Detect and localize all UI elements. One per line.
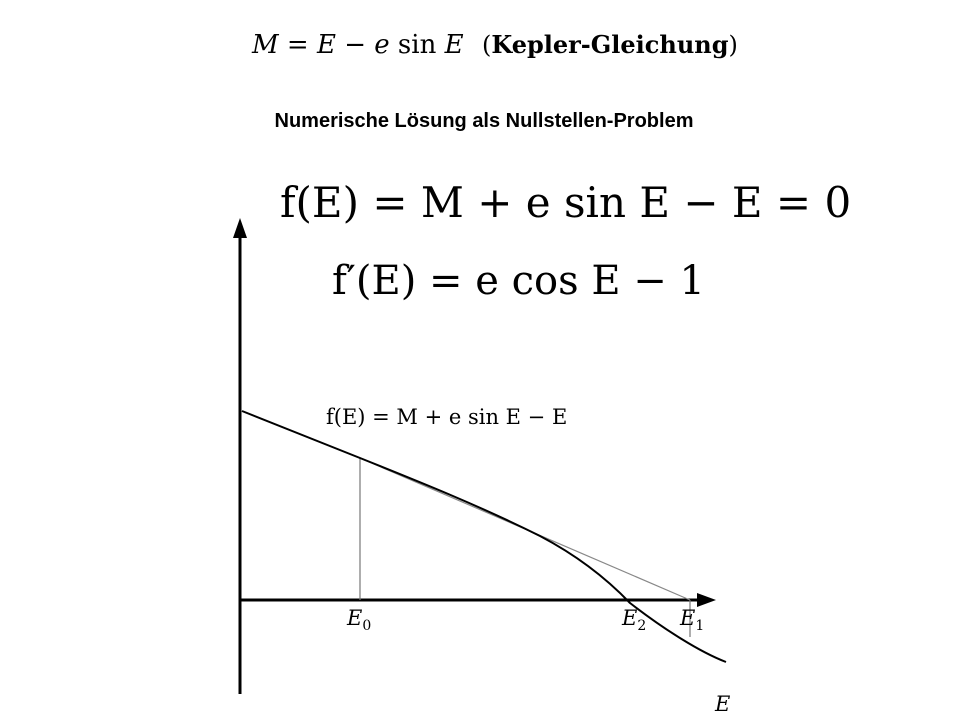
y-axis-arrow <box>233 218 247 238</box>
derivative-equation: f′(E) = e cos E − 1 <box>332 258 705 304</box>
kepler-equation-label: (Kepler-Gleichung) <box>482 30 738 59</box>
tick-label-E0: $E_0$ <box>347 606 372 635</box>
subtitle: Numerische Lösung als Nullstellen-Problem <box>274 110 694 132</box>
curve-label: f(E) = M + e sin E − E <box>326 405 568 429</box>
x-axis-label: E <box>715 692 731 716</box>
tick-label-E2: $E_2$ <box>622 606 647 635</box>
tick-label-E1: $E_1$ <box>680 606 705 635</box>
function-curve <box>242 411 726 662</box>
kepler-equation: M = E − e sin E <box>252 30 464 60</box>
x-axis-arrow <box>697 593 716 607</box>
root-function-equation: f(E) = M + e sin E − E = 0 <box>280 178 852 227</box>
